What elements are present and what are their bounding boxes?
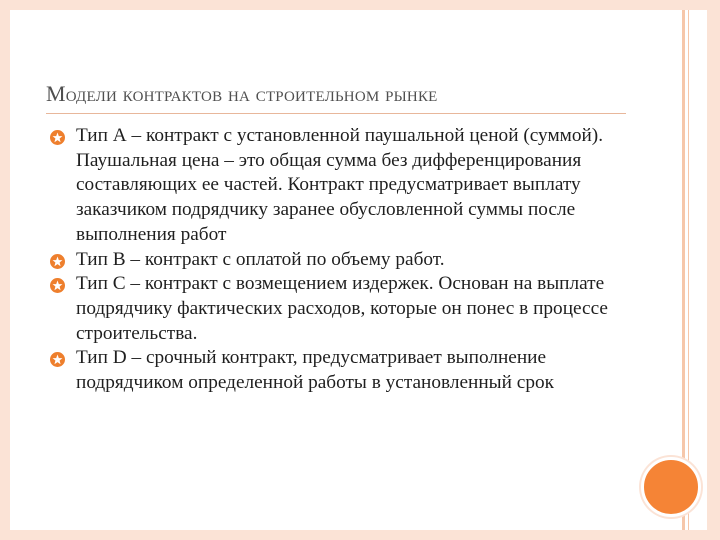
bullet-item <box>50 248 650 273</box>
slide-title: Модели контрактов на строительном рынке <box>46 81 438 106</box>
decorative-orange-circle <box>641 457 701 517</box>
bullet-item <box>50 272 650 346</box>
slide <box>10 10 707 530</box>
bullet-list <box>50 124 650 396</box>
right-decorative-rule-thin <box>688 10 689 530</box>
star-bullet-icon <box>50 352 65 367</box>
bullet-item <box>50 346 650 395</box>
star-bullet-icon <box>50 130 65 145</box>
title-underline <box>46 113 626 114</box>
star-bullet-icon <box>50 254 65 269</box>
star-bullet-icon <box>50 278 65 293</box>
bullet-item <box>50 124 650 248</box>
right-decorative-rule <box>682 10 685 530</box>
bullet-text: Тип D – срочный контракт, предусматривает выполнение подрядчиком определенной работы в установленный срок <box>76 347 554 394</box>
bullet-text: Тип А – контракт с установленной паушальной ценой (суммой). Паушальная цена – это общая сумма без дифференцирования составляющих ее частей. Контракт предусматривает выплату заказчиком подрядчику заранее обусловленной суммы после выполнения работ <box>76 125 604 245</box>
bullet-text: Тип С – контракт с возмещением издержек. Основан на выплате подрядчику фактических расходов, которые он понес в процессе строительства. <box>76 273 608 344</box>
bullet-text: Тип В – контракт с оплатой по объему работ. <box>76 248 445 270</box>
